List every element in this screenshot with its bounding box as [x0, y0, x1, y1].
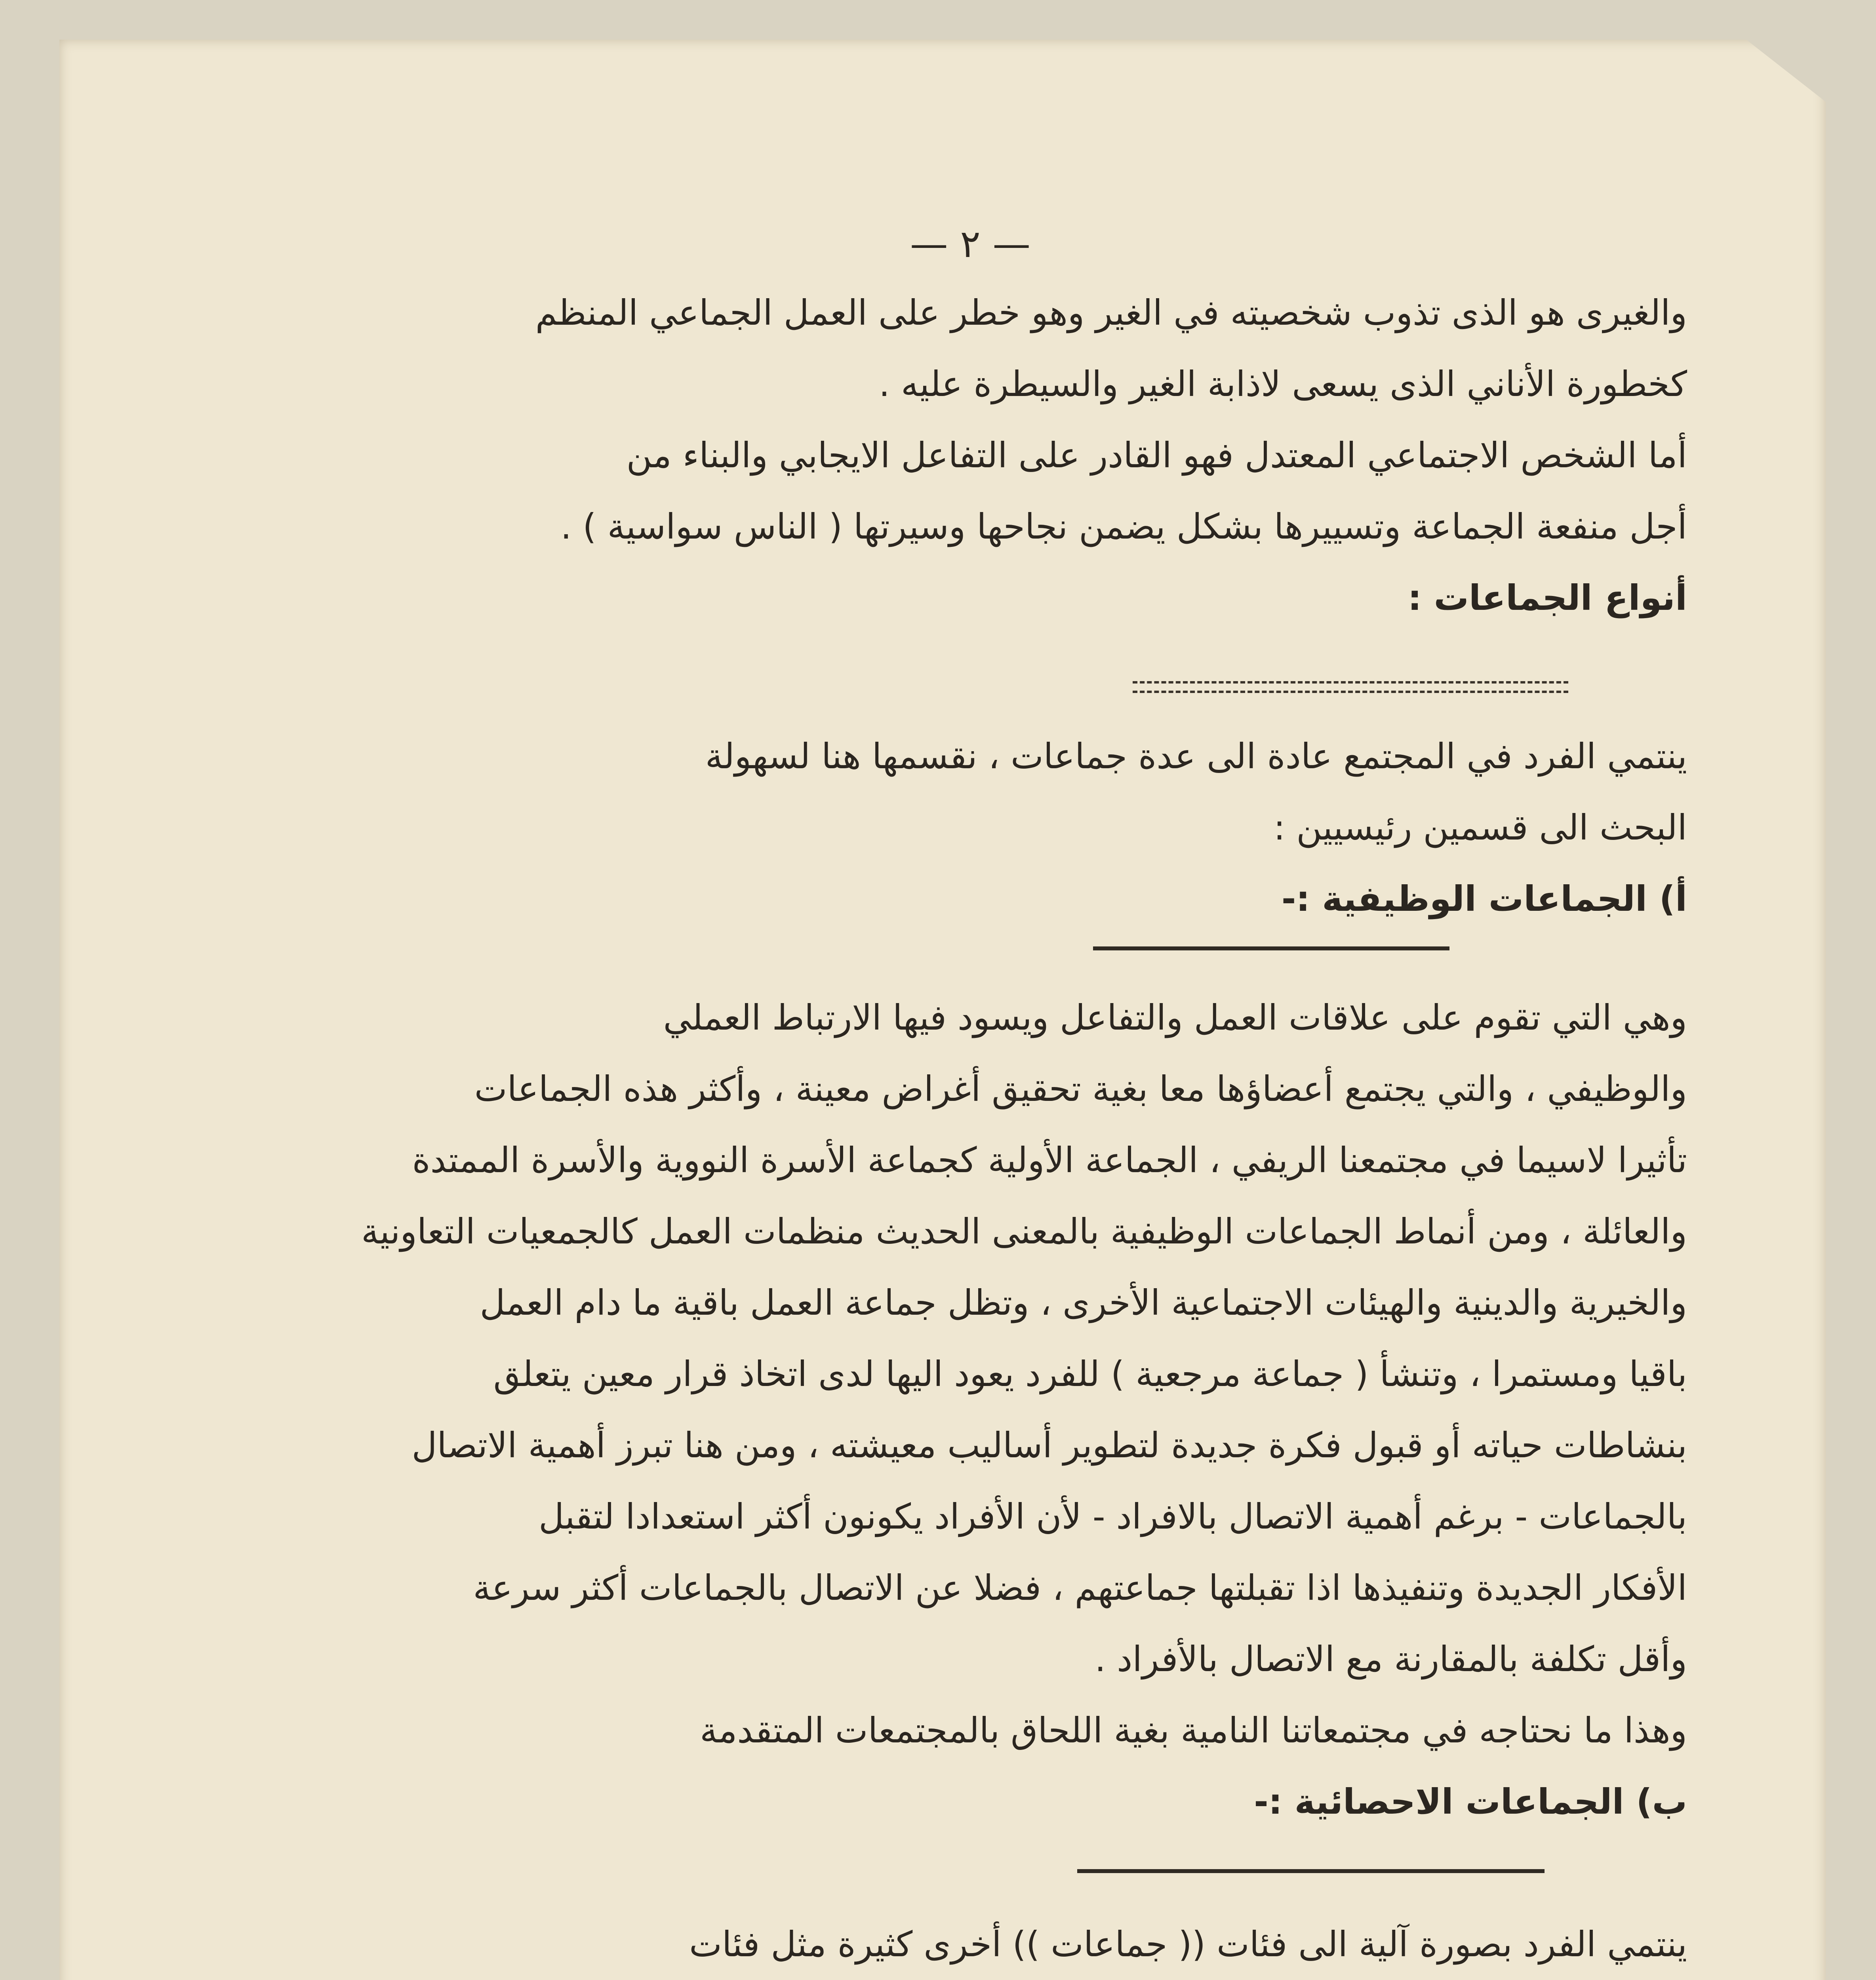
classification-line-2: البحث الى قسمين رئيسيين : — [1273, 807, 1687, 848]
functional-line-7: بنشاطات حياته أو قبول فكرة جديدة لتطوير أساليب معيشته ، ومن هنا تبرز أهمية الاتصال — [411, 1425, 1687, 1466]
heading-b-underline — [1077, 1869, 1545, 1873]
heading-statistical-groups: ب) الجماعات الاحصائية :- — [1254, 1781, 1687, 1822]
classification-line-1: ينتمي الفرد في المجتمع عادة الى عدة جماعات ، نقسمها هنا لسهولة — [705, 736, 1687, 777]
functional-line-6: باقيا ومستمرا ، وتنشأ ( جماعة مرجعية ) للفرد يعود اليها لدى اتخاذ قرار معين يتعلق — [493, 1354, 1687, 1394]
functional-line-3: تأثيرا لاسيما في مجتمعنا الريفي ، الجماعة الأولية كجماعة الأسرة النووية والأسرة الممتدة — [412, 1140, 1687, 1180]
intro-section — [222, 285, 1687, 630]
double-separator — [1133, 681, 1568, 693]
functional-line-5: والخيرية والدينية والهيئات الاجتماعية الأخرى ، وتظل جماعة العمل باقية ما دام العمل — [480, 1282, 1687, 1323]
intro-line-4: أجل منفعة الجماعة وتسييرها بشكل يضمن نجاحها وسيرتها ( الناس سواسية ) . — [560, 506, 1687, 547]
functional-line-4: والعائلة ، ومن أنماط الجماعات الوظيفية بالمعنى الحديث منظمات العمل كالجمعيات التعاونية — [361, 1211, 1687, 1252]
functional-line-1: وهي التي تقوم على علاقات العمل والتفاعل ويسود فيها الارتباط العملي — [663, 997, 1687, 1038]
functional-line-8: بالجماعات - برغم أهمية الاتصال بالافراد - لأن الأفراد يكونون أكثر استعدادا لتقبل — [539, 1496, 1687, 1537]
functional-line-9: الأفكار الجديدة وتنفيذها اذا تقبلتها جماعتهم ، فضلا عن الاتصال بالجماعات أكثر سرعة — [473, 1567, 1687, 1608]
functional-groups-section — [222, 990, 1687, 1833]
heading-functional-groups: أ) الجماعات الوظيفية :- — [1281, 878, 1687, 919]
heading-group-types: أنواع الجماعات : — [1407, 577, 1687, 618]
statistical-line-1: ينتمي الفرد بصورة آلية الى فئات (( جماعات )) أخرى كثيرة مثل فئات — [689, 1924, 1687, 1965]
functional-line-11: وهذا ما نحتاجه في مجتمعاتنا النامية بغية اللحاق بالمجتمعات المتقدمة — [700, 1710, 1687, 1751]
classification-section — [222, 729, 1687, 931]
functional-line-2: والوظيفي ، والتي يجتمع أعضاؤها معا بغية تحقيق أغراض معينة ، وأكثر هذه الجماعات — [474, 1068, 1687, 1109]
statistical-groups-section — [222, 1917, 1687, 1980]
functional-line-10: وأقل تكلفة بالمقارنة مع الاتصال بالأفراد . — [1095, 1639, 1687, 1679]
page-number: — ٢ — — [910, 222, 1031, 266]
intro-line-1: والغيرى هو الذى تذوب شخصيته في الغير وهو خطر على العمل الجماعي المنظم — [535, 292, 1687, 333]
intro-line-2: كخطورة الأناني الذى يسعى لاذابة الغير والسيطرة عليه . — [879, 364, 1687, 404]
heading-a-underline — [1093, 946, 1449, 950]
intro-line-3: أما الشخص الاجتماعي المعتدل فهو القادر على التفاعل الايجابي والبناء من — [626, 435, 1687, 476]
